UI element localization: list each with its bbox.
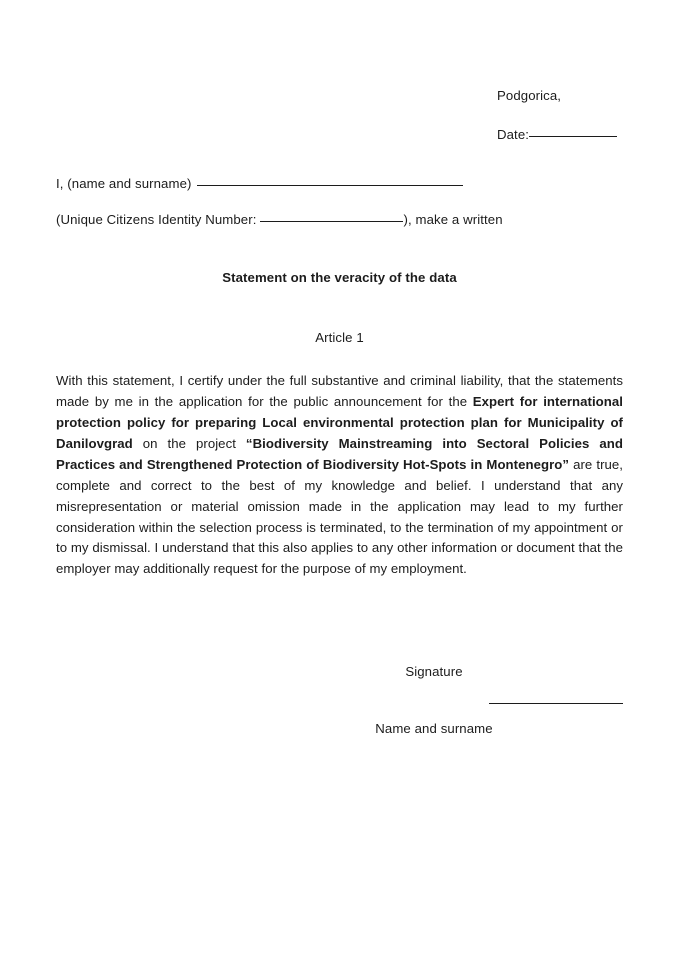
signature-block — [56, 662, 623, 739]
body-segment-3: are true, complete and correct to the best of my knowledge and belief. I understand that any misrepresentation or material omission made in the application may lead to my further consideration within the selection process is terminated, to the termination of my appointment or to my dismissal. I understand that this also applies to any other information or document that the employer may additionally request for the purpose of my employment. — [56, 456, 623, 577]
body-segment-1: With this statement, I certify under the full substantive and criminal liability, that the statements made by me in the application for the public announcement for the — [56, 373, 623, 410]
ucin-label: (Unique Citizens Identity Number: — [56, 212, 257, 227]
city-line — [56, 86, 623, 106]
document-title: Statement on the veracity of the data — [222, 270, 457, 285]
name-fill-in-rule[interactable] — [197, 185, 463, 186]
name-row — [56, 174, 623, 194]
article-heading: Article 1 — [315, 330, 364, 345]
signature-name-label: Name and surname — [375, 721, 493, 736]
position-title-bold: Expert for international protection policy for preparing Local environmental protection plan for Municipality of Danilovgrad — [56, 394, 623, 451]
statement-body — [56, 371, 623, 580]
body-segment-2: on the project — [132, 435, 246, 451]
signature-line[interactable] — [489, 703, 623, 704]
date-line — [56, 125, 623, 145]
name-label: I, (name and surname) — [56, 176, 192, 191]
ucin-row — [56, 210, 623, 230]
ucin-suffix: ), make a written — [403, 212, 503, 227]
header-block — [56, 86, 623, 145]
date-label: Date: — [497, 127, 530, 142]
ucin-fill-in-rule[interactable] — [260, 221, 403, 222]
signature-label: Signature — [405, 664, 463, 679]
city-text: Podgorica, — [497, 88, 562, 103]
project-title-bold: “Biodiversity Mainstreaming into Sectoral Policies and Practices and Strengthened Protection of Biodiversity Hot-Spots in Montenegro” — [56, 435, 623, 472]
identity-block — [56, 174, 623, 230]
date-fill-in-rule[interactable] — [529, 136, 617, 137]
document-content — [56, 0, 623, 960]
